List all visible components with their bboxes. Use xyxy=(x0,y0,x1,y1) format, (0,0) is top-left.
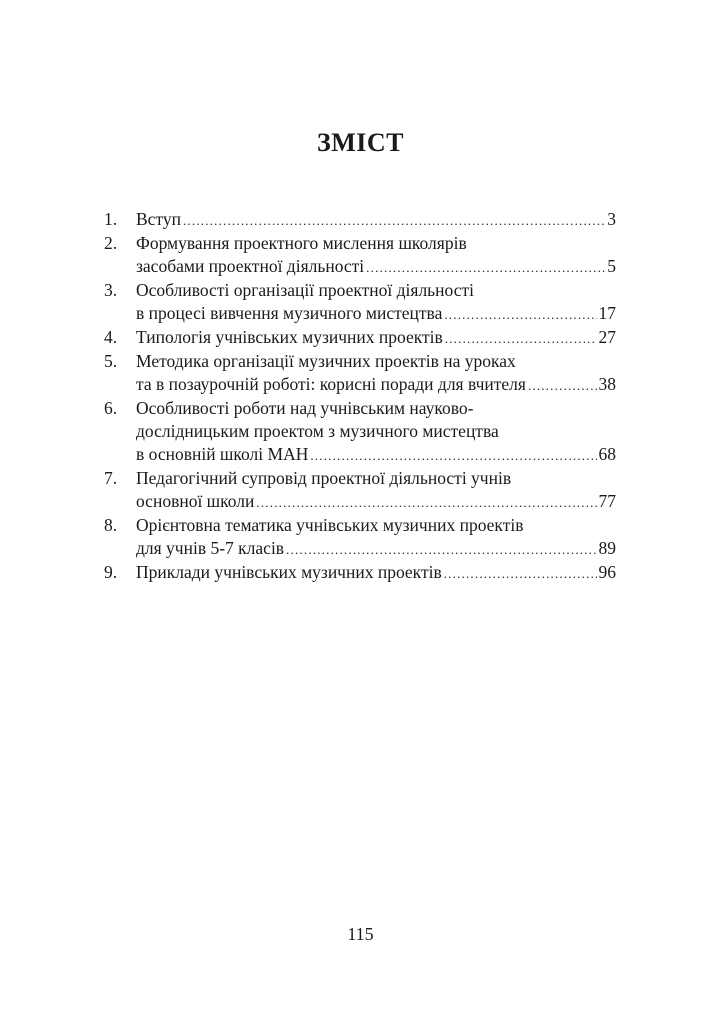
toc-entry-title-line: Формування проектного мислення школярів xyxy=(136,233,467,253)
toc-entry-body xyxy=(136,279,616,326)
toc-entry-page: 68 xyxy=(598,444,616,464)
toc-entry[interactable] xyxy=(104,208,616,232)
toc-entry-title-line: Орієнтовна тематика учнівських музичних проектів xyxy=(136,515,524,535)
toc-entry-last-line xyxy=(136,302,616,326)
toc-entry-number: 4. xyxy=(104,327,118,347)
toc-entry-page: 38 xyxy=(598,374,616,394)
page-title: ЗМІСТ xyxy=(317,128,404,157)
toc-entry-title-line: засобами проектної діяльності xyxy=(136,256,365,276)
toc-entry-page: 27 xyxy=(598,327,616,347)
toc-entry-body xyxy=(136,561,616,585)
page-number: 115 xyxy=(347,924,374,944)
toc-entry-last-line xyxy=(136,443,616,467)
toc-entry-title-line: Методика організації музичних проектів на уроках xyxy=(136,351,516,371)
toc-entry[interactable] xyxy=(104,514,616,561)
toc-entry-title-line: Педагогічний супровід проектної діяльності учнів xyxy=(136,468,512,488)
toc-entry-last-line xyxy=(136,208,616,232)
toc-entry-title-line: та в позаурочній роботі: корисні поради для вчителя xyxy=(136,374,526,394)
toc-entry[interactable] xyxy=(104,467,616,514)
dot-leader xyxy=(366,256,605,279)
dot-leader xyxy=(444,303,596,326)
toc-entry[interactable] xyxy=(104,561,616,585)
toc-entry-title-line: Вступ xyxy=(136,209,181,229)
toc-entry-title-line: Типологія учнівських музичних проектів xyxy=(136,327,443,347)
toc-entry-last-line xyxy=(136,255,616,279)
toc-entry-body xyxy=(136,208,616,232)
toc-entry-number: 9. xyxy=(104,562,118,582)
toc-entry-number: 8. xyxy=(104,515,118,535)
dot-leader xyxy=(444,562,597,585)
toc-entry-page: 77 xyxy=(598,491,616,511)
toc-entry[interactable] xyxy=(104,232,616,279)
toc-entry-body xyxy=(136,232,616,279)
toc-entry-page: 96 xyxy=(598,562,616,582)
toc-entry-last-line xyxy=(136,326,616,350)
dot-leader xyxy=(286,538,596,561)
toc-entry-last-line xyxy=(136,373,616,397)
toc-entry-body xyxy=(136,397,616,467)
toc-entry-number: 1. xyxy=(104,209,118,229)
toc-entry-last-line xyxy=(136,537,616,561)
toc-entry-title-line: Приклади учнівських музичних проектів xyxy=(136,562,442,582)
toc-entry-title-line: для учнів 5-7 класів xyxy=(136,538,285,558)
toc-entry-number: 2. xyxy=(104,233,118,253)
toc-entry-last-line xyxy=(136,490,616,514)
toc-entry-page: 5 xyxy=(607,256,616,276)
toc-entry[interactable] xyxy=(104,326,616,350)
toc-entry-title-line: в основній школі МАН xyxy=(136,444,309,464)
toc-entry-body xyxy=(136,467,616,514)
toc-entry-number: 6. xyxy=(104,398,118,418)
toc-entry-title-line: Особливості організації проектної діяльності xyxy=(136,280,474,300)
toc-entry-title-line: в процесі вивчення музичного мистецтва xyxy=(136,303,443,323)
toc-entry-body xyxy=(136,514,616,561)
toc-entry[interactable] xyxy=(104,350,616,397)
table-of-contents xyxy=(104,208,616,585)
dot-leader xyxy=(310,444,596,467)
toc-entry[interactable] xyxy=(104,397,616,467)
toc-entry-page: 89 xyxy=(598,538,616,558)
toc-entry-page: 3 xyxy=(607,209,616,229)
toc-entry-title-line: основної школи xyxy=(136,491,255,511)
dot-leader xyxy=(445,327,597,350)
toc-entry-number: 7. xyxy=(104,468,118,488)
toc-entry-number: 3. xyxy=(104,280,118,300)
dot-leader xyxy=(528,374,597,397)
toc-entry[interactable] xyxy=(104,279,616,326)
dot-leader xyxy=(183,209,605,232)
toc-entry-page: 17 xyxy=(598,303,616,323)
toc-entry-title-line: Особливості роботи над учнівським науково- xyxy=(136,398,474,418)
toc-entry-number: 5. xyxy=(104,351,118,371)
toc-entry-body xyxy=(136,326,616,350)
toc-entry-title-line: дослідницьким проектом з музичного мистецтва xyxy=(136,421,499,441)
dot-leader xyxy=(256,491,596,514)
toc-entry-last-line xyxy=(136,561,616,585)
toc-entry-body xyxy=(136,350,616,397)
